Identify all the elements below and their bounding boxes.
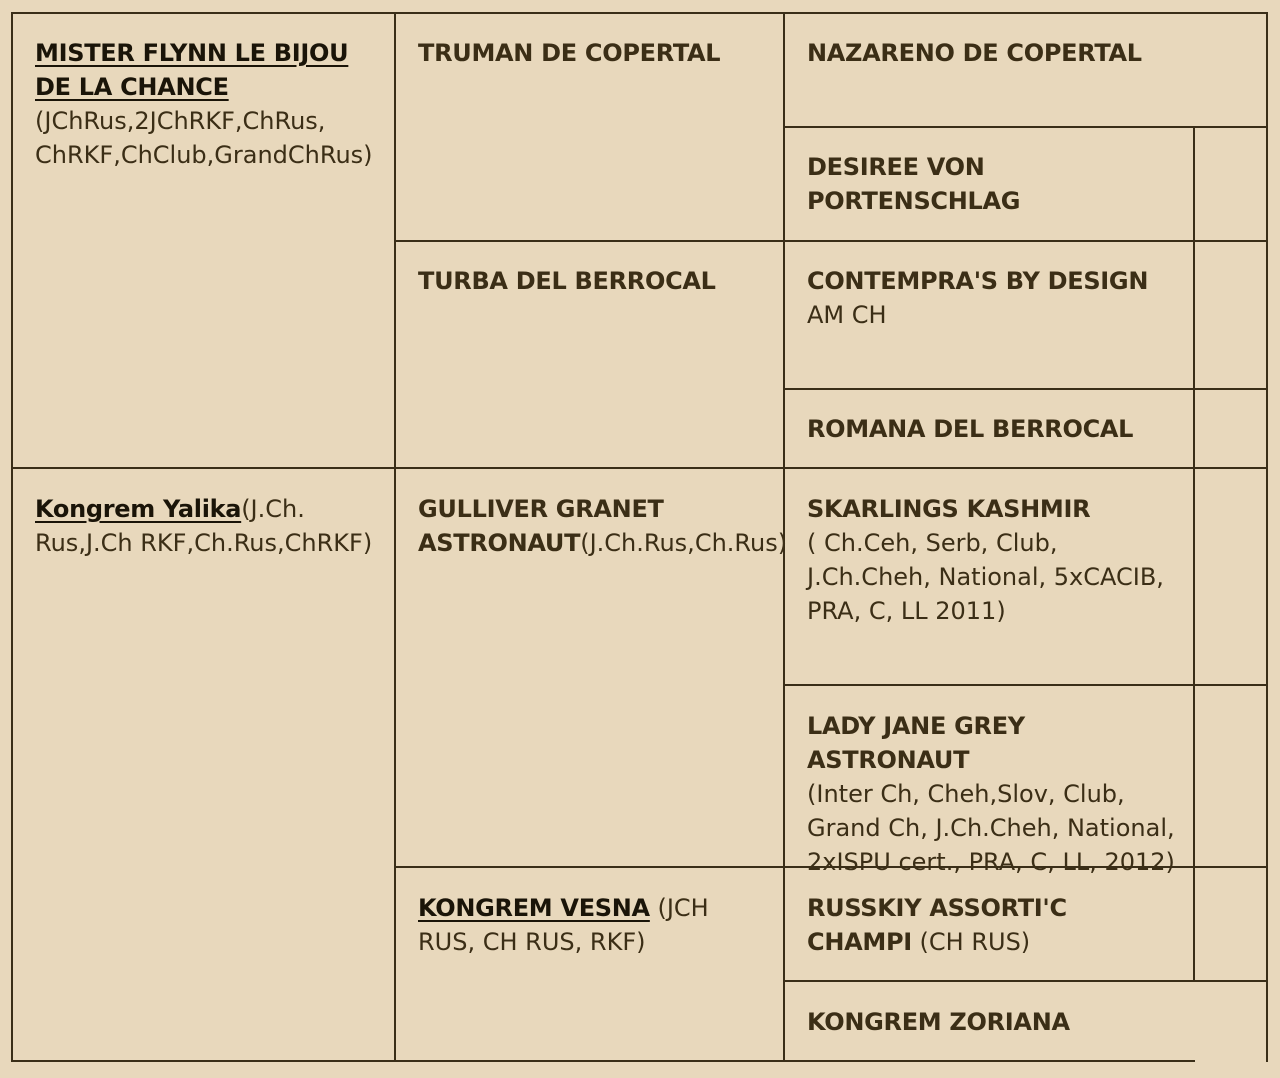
dd-sire-titles: (CH RUS) — [919, 928, 1031, 956]
row-divider-gen3-b — [783, 388, 1268, 390]
sire-titles: (JChRus,2JChRKF,ChRus, ChRKF,ChClub,GrandChRus) — [35, 107, 373, 169]
border-left — [11, 12, 13, 1062]
sd-sire-cell — [807, 264, 1187, 332]
row-divider-gen3-d — [783, 980, 1268, 982]
row-divider-gen3-c — [783, 684, 1268, 686]
sd-dam-cell — [807, 412, 1187, 446]
col-divider-1 — [394, 12, 396, 1062]
ds-dam-cell — [807, 709, 1187, 879]
dd-dam-cell — [807, 1005, 1247, 1039]
ds-sire-titles: ( Ch.Ceh, Serb, Club, J.Ch.Cheh, National, 5xCACIB, PRA, C, LL 2011) — [807, 529, 1164, 625]
sd-dam-name: ROMANA DEL BERROCAL — [807, 415, 1134, 443]
sire-sire-cell — [418, 36, 773, 70]
dd-sire-name: RUSSKIY ASSORTI'C CHAMPI — [807, 894, 1067, 956]
dd-sire-cell — [807, 891, 1092, 959]
row-divider-gen2-a — [394, 240, 1268, 242]
col-divider-3 — [1193, 127, 1195, 982]
ds-dam-titles: (Inter Ch, Cheh,Slov, Club, Grand Ch, J.Ch.Cheh, National, 2xISPU cert., PRA, C, LL, 2012) — [807, 780, 1175, 876]
dam-titles: (J.Ch. Rus,J.Ch RKF,Ch.Rus,ChRKF) — [35, 495, 373, 557]
dam-dam-cell — [418, 891, 758, 959]
sire-dam-name: TURBA DEL BERROCAL — [418, 267, 716, 295]
dam-dam-name-link[interactable]: KONGREM VESNA — [418, 894, 650, 922]
sire-dam-cell — [418, 264, 773, 298]
border-right — [1266, 12, 1268, 1062]
dam-name-link[interactable]: Kongrem Yalika — [35, 495, 242, 523]
dam-sire-name: GULLIVER GRANET ASTRONAUT — [418, 495, 664, 557]
ds-sire-cell — [807, 492, 1172, 628]
dd-dam-name: KONGREM ZORIANA — [807, 1008, 1070, 1036]
sd-sire-name: CONTEMPRA'S BY DESIGN — [807, 267, 1149, 295]
sire-name-link[interactable]: MISTER FLYNN LE BIJOU DE LA CHANCE — [35, 39, 349, 101]
dam-dam-titles: (JCH RUS, CH RUS, RKF) — [418, 894, 709, 956]
ss-sire-cell — [807, 36, 1247, 70]
ss-sire-name: NAZARENO DE COPERTAL — [807, 39, 1142, 67]
border-bottom — [11, 1060, 1195, 1062]
ds-sire-name: SKARLINGS KASHMIR — [807, 495, 1091, 523]
ds-dam-name: LADY JANE GREY ASTRONAUT — [807, 712, 1025, 774]
dam-sire-titles: (J.Ch.Rus,Ch.Rus) — [580, 529, 788, 557]
ss-dam-name: DESIREE VON PORTENSCHLAG — [807, 153, 1021, 215]
sd-sire-titles: AM CH — [807, 301, 887, 329]
ss-dam-cell — [807, 150, 1187, 218]
sire-cell — [35, 36, 380, 172]
row-divider-gen3-a — [783, 126, 1268, 128]
dam-sire-cell — [418, 492, 788, 560]
border-top — [11, 12, 1268, 14]
sire-sire-name: TRUMAN DE COPERTAL — [418, 39, 721, 67]
dam-cell — [35, 492, 380, 560]
row-divider-gen1 — [11, 467, 1268, 469]
